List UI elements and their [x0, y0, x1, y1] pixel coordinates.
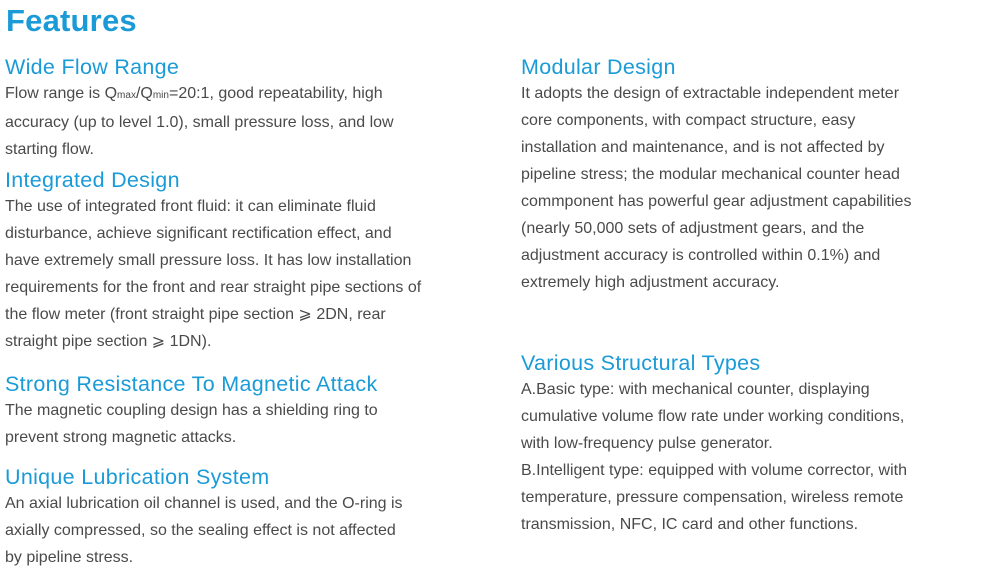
- text-line: pipeline stress; the modular mechanical counter head: [521, 166, 900, 183]
- section-magnetic-attack: [5, 372, 378, 451]
- text-line: adjustment accuracy is controlled within 0.1%) and: [521, 247, 881, 264]
- text-line: An axial lubrication oil channel is used, and the O-ring is: [5, 495, 403, 512]
- text-line: It adopts the design of extractable independent meter: [521, 85, 900, 102]
- section-text-modular-design: [521, 80, 911, 296]
- section-integrated-design: [5, 168, 421, 355]
- text-line: the flow meter (front straight pipe section ⩾ 2DN, rear: [5, 306, 386, 323]
- section-title-wide-flow-range: Wide Flow Range: [5, 55, 180, 79]
- section-text-lubrication-system: [5, 490, 403, 571]
- text-line: [5, 80, 394, 109]
- page-title: Features: [6, 3, 137, 38]
- text-line: accuracy (up to level 1.0), small pressure loss, and low: [5, 114, 394, 131]
- text-line: cumulative volume flow rate under working conditions,: [521, 408, 905, 425]
- section-title-lubrication-system: Unique Lubrication System: [5, 465, 270, 489]
- text-line: The use of integrated front fluid: it can eliminate fluid: [5, 198, 376, 215]
- section-text-integrated-design: [5, 193, 421, 355]
- section-wide-flow-range: [5, 55, 394, 163]
- text-line: core components, with compact structure, easy: [521, 112, 856, 129]
- text-line: temperature, pressure compensation, wireless remote: [521, 489, 904, 506]
- text-line: by pipeline stress.: [5, 549, 134, 566]
- text-fragment: =20:1, good repeatability, high: [168, 85, 383, 102]
- text-line: starting flow.: [5, 141, 94, 158]
- section-text-magnetic-attack: [5, 397, 378, 451]
- section-lubrication-system: [5, 465, 403, 571]
- subscript-max: max: [117, 90, 136, 101]
- text-line: (nearly 50,000 sets of adjustment gears, and the: [521, 220, 865, 237]
- section-title-modular-design: Modular Design: [521, 55, 676, 79]
- text-line: with low-frequency pulse generator.: [521, 435, 773, 452]
- text-line: transmission, NFC, IC card and other functions.: [521, 516, 859, 533]
- text-line: have extremely small pressure loss. It has low installation: [5, 252, 412, 269]
- text-line: A.Basic type: with mechanical counter, displaying: [521, 381, 870, 398]
- text-line: The magnetic coupling design has a shielding ring to: [5, 402, 378, 419]
- section-modular-design: [521, 55, 911, 296]
- text-line: B.Intelligent type: equipped with volume corrector, with: [521, 462, 907, 479]
- text-line: requirements for the front and rear straight pipe sections of: [5, 279, 422, 296]
- text-line: disturbance, achieve significant rectification effect, and: [5, 225, 392, 242]
- section-title-integrated-design: Integrated Design: [5, 168, 180, 192]
- text-line: commponent has powerful gear adjustment capabilities: [521, 193, 912, 210]
- section-title-magnetic-attack: Strong Resistance To Magnetic Attack: [5, 372, 378, 396]
- section-title-structural-types: Various Structural Types: [521, 351, 761, 375]
- section-text-wide-flow-range: [5, 80, 394, 163]
- text-line: straight pipe section ⩾ 1DN).: [5, 333, 212, 350]
- text-line: installation and maintenance, and is not affected by: [521, 139, 885, 156]
- text-line: prevent strong magnetic attacks.: [5, 429, 237, 446]
- text-fragment: Flow range is Q: [5, 85, 118, 102]
- subscript-min: min: [152, 90, 169, 101]
- text-line: extremely high adjustment accuracy.: [521, 274, 780, 291]
- text-fragment: /Q: [135, 85, 153, 102]
- text-line: axially compressed, so the sealing effect is not affected: [5, 522, 396, 539]
- section-structural-types: [521, 351, 907, 538]
- section-text-structural-types: [521, 376, 907, 538]
